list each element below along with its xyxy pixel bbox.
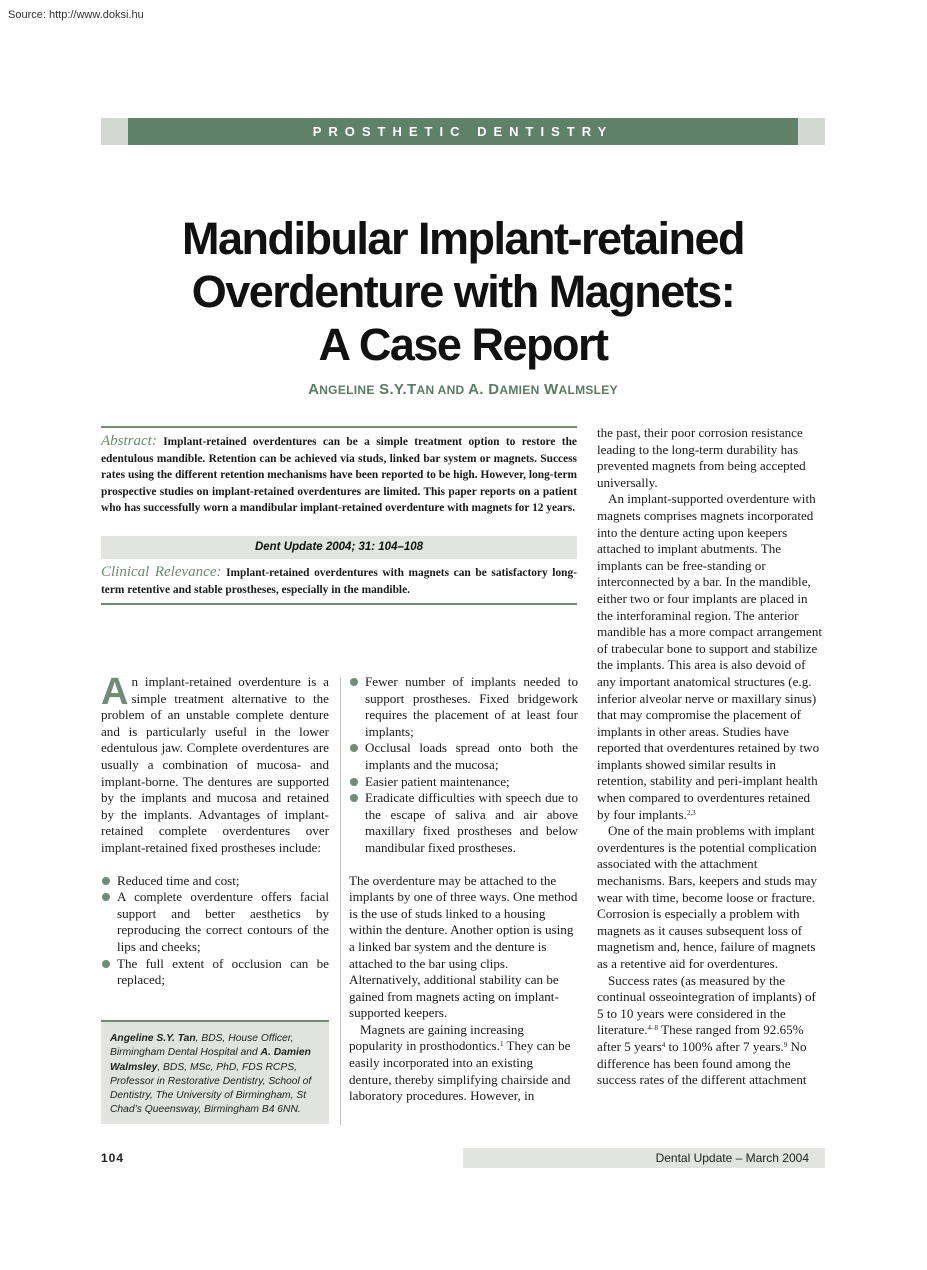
affiliation-text-1: , BDS, House Officer, Birmingham Dental Hospital and [110,1033,294,1059]
title-line-1: Mandibular Implant-retained [181,213,745,264]
article-title [100,212,826,371]
body-paragraph: One of the main problems with implant overdentures is the potential complication associated with the attachment mechanisms. Bars, keepers and studs may wear with time, become loose or fracture. Corrosion is especially a problem with magnets as it causes subsequent loss of magnetism and, hence, failure of magnets as a retentive aid for overdentures. [597,823,817,971]
body-paragraph [597,491,825,823]
section-header-band [101,118,825,145]
body-paragraph: The overdenture may be attached to the implants by one of three ways. One method is the use of studs linked to a housing within the denture. Another option is using a linked bar system and the denture is attached to the bar using clips. Alternatively, additional stability can be gained from magnets acting on implant-supported keepers. [349,872,578,1021]
clinical-relevance [101,564,577,598]
citation-details: 2004; 31: 104–108 [322,541,424,553]
reference-marker: 9 [783,1040,788,1049]
abstract-top-rule [101,426,577,428]
reference-marker: 1 [499,1040,504,1049]
drop-cap: A [101,671,129,713]
body-paragraph: the past, their poor corrosion resistance leading to the long-term durability has prevented magnets from being accepted universally. [597,425,806,490]
author-part: NGELINE [319,383,375,397]
column-3 [597,425,825,1089]
list-item [349,790,578,856]
abstract-text: Implant-retained overdentures can be a simple treatment option to restore the edentulous mandible. Retention can be achieved via studs, linked bar system or magnets. Success rates using the different retention mechanisms have been reported to be high. However, long-term prospective studies on implant-retained overdentures are limited. This paper reports on a patient who has successfully worn a mandibular implant-retained overdenture with magnets for 12 years. [101,436,577,514]
body-text: Magnets are gaining increasing popularity in prosthodontics. [349,1021,524,1054]
author-part: W [544,381,559,398]
body-text: to 100% after 7 years. [665,1038,784,1054]
bullet-dot-icon [350,678,358,686]
bullet-dot-icon [102,893,110,901]
affiliation-name-2: A. Damien Walmsley [110,1047,311,1073]
citation-journal: Dent Update [254,541,323,553]
body-paragraph [349,1022,578,1105]
clinical-relevance-label: Clinical Relevance: [101,564,222,580]
list-item-text: The full extent of occlusion can be replaced; [117,955,329,988]
title-line-2: Overdenture with Magnets: [191,266,735,317]
author-part: AN [416,383,435,397]
page-number: 104 [101,1151,125,1165]
author-part: T [407,381,417,398]
body-text: Success rates (as measured by the continual osseointegration of implants) of 5 to 10 years were considered in the literature. [597,972,816,1038]
author-affiliation-box [101,1020,329,1124]
list-item-text: Easier patient maintenance; [365,773,510,789]
list-item [349,740,578,773]
reference-marker: 4 [661,1040,666,1049]
list-item-text: Reduced time and cost; [117,872,240,888]
bullet-dot-icon [350,778,358,786]
list-item-text: Occlusal loads spread onto both the implants and the mucosa; [365,740,578,772]
author-part: A [308,381,320,398]
advantages-list-1 [101,873,329,989]
affiliation-name-1: Angeline S.Y. Tan [110,1033,196,1044]
author-part: S.Y. [374,381,408,398]
body-text: No difference has been found among the success rates of the different attachment [597,1038,807,1088]
column-2 [349,674,578,1105]
column-1 [101,671,329,989]
journal-footer: Dental Update – March 2004 [463,1148,825,1168]
author-part: A. D [468,381,500,398]
title-line-3: A Case Report [318,319,608,370]
body-text: An implant-supported overdenture with magnets comprises magnets incorporated into the denture acting upon keepers attached to implant abutments. The implants can be free-standing or interconnected by a bar. In the mandible, either two or four implants are placed in the interforaminal region. The anterior mandible has a more compact arrangement of trabecular bone to support and stabilize the implants. This area is also devoid of any important anatomical structures (e.g. inferior alveolar nerve or maxillary sinus) that may compromise the placement of implants in other areas. Studies have reported that overdentures retained by two implants showed similar results in retention, stability and peri-implant health when compared to overdentures retained by four implants. [597,491,823,822]
bullet-dot-icon [350,744,358,752]
abstract-bottom-rule [101,603,577,605]
body-text: These ranged from 92.65% after 5 years [597,1022,804,1054]
abstract [101,433,577,517]
list-item [101,956,329,989]
list-item [349,774,578,791]
reference-marker: 2,3 [686,808,696,817]
list-item-text: Fewer number of implants needed to support prostheses. Fixed bridgework requires the placement of at least four implants; [365,674,578,739]
section-label: PROSTHETIC DENTISTRY [128,118,798,145]
list-item-text: A complete overdenture offers facial support and better aesthetics by reproducing the correct contours of the lips and cheeks; [117,889,329,954]
citation-bar [101,536,577,559]
advantages-list-2 [349,674,578,857]
author-part: AMIEN [499,383,540,397]
bullet-dot-icon [102,877,110,885]
author-line [100,381,826,398]
clinical-relevance-text: Implant-retained overdentures with magnets can be satisfactory long-term retentive and stable prostheses, especially in the mandible. [101,567,577,596]
affiliation-text-2: , BDS, MSc, PhD, FDS RCPS, Professor in Restorative Dentistry, School of Dentistry, The University of Birmingham, St Chad’s Queensway, Birmingham B4 6NN. [110,1061,312,1116]
list-item-text: Eradicate difficulties with speech due to the escape of saliva and air above maxillary fixed prostheses and below mandibular fixed prostheses. [365,790,578,855]
bullet-dot-icon [350,794,358,802]
abstract-label: Abstract: [101,433,157,449]
list-item [101,889,329,955]
intro-text: n implant-retained overdenture is a simple treatment alternative to the problem of an unstable complete denture and is particularly useful in the lower edentulous jaw. Complete overdentures are usually a combination of mucosa- and implant-borne. The dentures are supported by the implants and mucosa and retained by the implants. Advantages of implant-retained complete overdentures over implant-retained fixed prostheses include: [101,674,329,855]
list-item [349,674,578,740]
list-item [101,873,329,890]
body-text: They can be easily incorporated into an existing denture, thereby simplifying chairside and laboratory procedures. However, in [349,1038,571,1104]
reference-marker: 4–8 [647,1024,659,1033]
body-paragraph [597,973,825,1089]
bullet-dot-icon [102,960,110,968]
source-url: Source: http://www.doksi.hu [8,9,144,21]
column-divider [340,678,341,1125]
author-part: ALMSLEY [558,383,618,397]
intro-paragraph [101,671,329,857]
author-part: AND [434,383,469,397]
